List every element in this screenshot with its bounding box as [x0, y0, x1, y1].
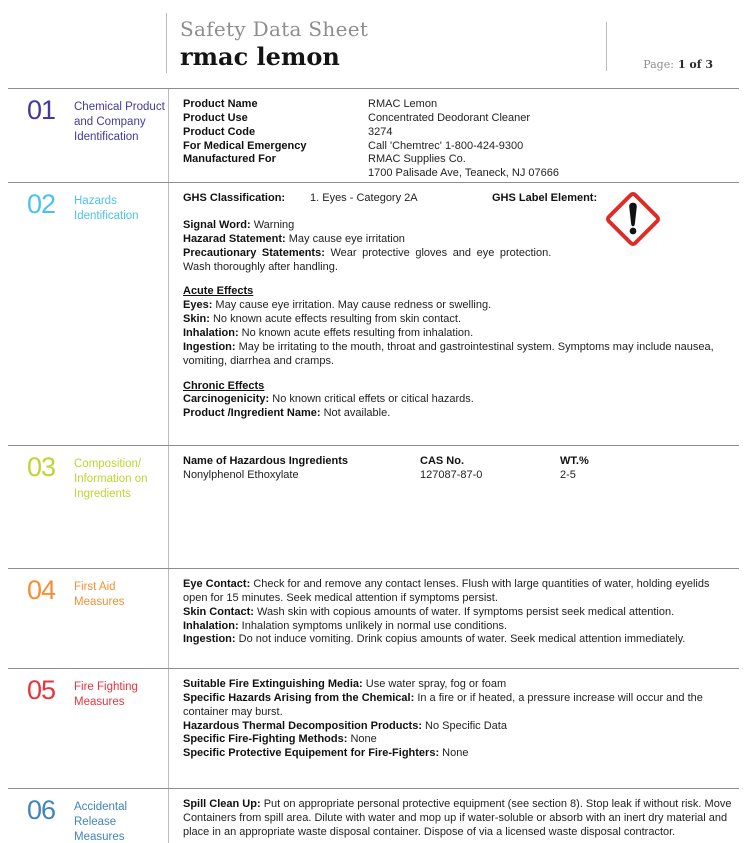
inhalation-line: Inhalation: Inhalation symptoms unlikely in normal use conditions.: [183, 619, 508, 632]
header-divider-left: [8, 13, 167, 73]
field-label: Manufactured For: [183, 153, 276, 166]
section-fire-fighting: [8, 668, 739, 788]
section-number: 06: [27, 795, 56, 825]
extinguishing-media-line: Suitable Fire Extinguishing Media: Use water spray, fog or foam: [183, 678, 507, 690]
field-labels-column: [183, 98, 368, 181]
section-label: Hazards Identification: [74, 195, 139, 223]
section-body: [168, 569, 739, 668]
ingestion-line: Ingestion: Do not induce vomiting. Drink copius amounts of water. Seek medical attention immediately.: [183, 633, 686, 646]
col-header-name: Name of Hazardous Ingredients: [183, 455, 349, 467]
ghs-label-element-label: GHS Label Element:: [492, 192, 598, 204]
precautionary-statements-line: Precautionary Statements: Wear protective gloves and eye protection.: [183, 246, 552, 259]
field-value: 1700 Palisade Ave, Teaneck, NJ 07666: [368, 167, 560, 180]
section-head: [8, 789, 168, 843]
section-body: [168, 183, 739, 445]
header-titles: [167, 13, 606, 88]
field-label: Product Use: [183, 111, 248, 124]
thermal-decomposition-line: Hazardous Thermal Decomposition Products: No Specific Data: [183, 719, 507, 732]
product-ingredient-line: Product /Ingredient Name: Not available.: [183, 407, 391, 420]
skin-contact-line: Skin Contact: Wash skin with copious amounts of water. If symptoms persist seek medical attention.: [183, 605, 675, 618]
ingredient-cas: 127087-87-0: [420, 468, 483, 481]
section-body: [168, 669, 739, 788]
page-number: 1 of 3: [677, 58, 713, 71]
chronic-effects-heading: Chronic Effects: [183, 379, 265, 392]
section-label: Fire Fighting Measures: [74, 681, 138, 709]
page-label: Page:: [643, 58, 674, 71]
col-header-wt: WT.%: [560, 455, 589, 467]
spill-clean-up-line: Spill Clean Up: Put on appropriate personal protective equipment (see section 8). Stop leak if without risk. Move Containers from spill area. Dilute with water and mop up if water-soluble or absorb with an inert dry material and place in an appropriate waste disposal container. Dispose of via a licensed waste disposal contractor.: [183, 798, 732, 838]
section-head: [8, 89, 168, 182]
acute-effects-heading: Acute Effects: [183, 285, 254, 298]
section-number: 04: [27, 575, 56, 605]
precautionary-statements-cont: Wash thoroughly after handling.: [183, 260, 338, 273]
col-header-cas: CAS No.: [420, 455, 464, 467]
signal-word-line: Signal Word: Warning: [183, 219, 295, 231]
eye-contact-line: Eye Contact: Check for and remove any contact lenses. Flush with large quantities of water, holding eyelids open for 15 minutes. Seek medical attention if symptoms persist.: [183, 578, 710, 604]
ghs-classification-row: [183, 192, 735, 208]
protective-equipment-line: Specific Protective Equipement for Fire-Fighters: None: [183, 747, 469, 760]
ingredient-row: [183, 469, 735, 483]
field-label: For Medical Emergency: [183, 139, 307, 152]
carcinogenicity-line: Carcinogenicity: No known critical effets or citical hazards.: [183, 393, 474, 406]
section-body: [168, 446, 739, 568]
section-number: 03: [27, 452, 56, 482]
ingredient-wt: 2-5: [560, 468, 576, 481]
section-head: [8, 183, 168, 445]
acute-ingestion-line: Ingestion: May be irritating to the mouth, throat and gastrointestinal system. Symptoms may include nausea, vomiting, diarrhea and cramps.: [183, 340, 714, 367]
section-number: 01: [27, 95, 56, 125]
header: [8, 0, 739, 88]
field-value: Concentrated Deodorant Cleaner: [368, 111, 531, 124]
section-head: [8, 446, 168, 568]
field-value: Call 'Chemtrec' 1-800-424-9300: [368, 139, 524, 152]
ingredient-name: Nonylphenol Ethoxylate: [183, 468, 299, 481]
chronic-effects-group: [183, 393, 735, 421]
section-composition-ingredients: [8, 445, 739, 568]
ingredients-header-row: [183, 455, 735, 469]
section-label: First Aid Measures: [74, 581, 125, 609]
section-chemical-identification: [8, 88, 739, 182]
section-accidental-release: [8, 788, 739, 843]
section-label: Chemical Product and Company Identification: [74, 101, 165, 144]
acute-inhalation-line: Inhalation: No known acute effets resulting from inhalation.: [183, 327, 474, 340]
section-head: [8, 669, 168, 788]
product-title: rmac lemon: [180, 42, 340, 71]
acute-eyes-line: Eyes: May cause eye irritation. May cause redness or swelling.: [183, 299, 492, 312]
section-hazards-identification: [8, 182, 739, 445]
ghs-exclamation-icon: [603, 189, 663, 249]
section-number: 02: [27, 189, 56, 219]
field-label: Product Name: [183, 98, 258, 110]
section-first-aid: [8, 568, 739, 668]
section-label: Accidental Release Measures: [74, 801, 128, 843]
section-label: Composition/ Information on Ingredients: [74, 458, 148, 501]
fire-fighting-methods-line: Specific Fire-Fighting Methods: None: [183, 733, 377, 746]
ghs-classification-value: 1. Eyes - Category 2A: [310, 192, 418, 204]
section-number: 05: [27, 675, 56, 705]
section-body: [168, 89, 739, 182]
document-type-title: Safety Data Sheet: [180, 17, 369, 41]
field-value: RMAC Supplies Co.: [368, 153, 466, 166]
product-info-table: [183, 98, 735, 181]
page-indicator: [606, 22, 739, 71]
field-value: RMAC Lemon: [368, 98, 438, 110]
specific-hazards-line: Specific Hazards Arising from the Chemical: In a fire or if heated, a pressure increase will occur and the container may burst.: [183, 691, 703, 718]
field-value: 3274: [368, 125, 393, 138]
ghs-classification-label: GHS Classification:: [183, 192, 286, 204]
section-head: [8, 569, 168, 668]
hazard-statement-line: Hazarad Statement: May cause eye irritation: [183, 232, 405, 245]
field-label: Product Code: [183, 125, 256, 138]
section-body: [168, 789, 739, 843]
field-values-column: [368, 98, 559, 181]
acute-effects-group: [183, 299, 735, 368]
acute-skin-line: Skin: No known acute effects resulting from skin contact.: [183, 313, 461, 326]
